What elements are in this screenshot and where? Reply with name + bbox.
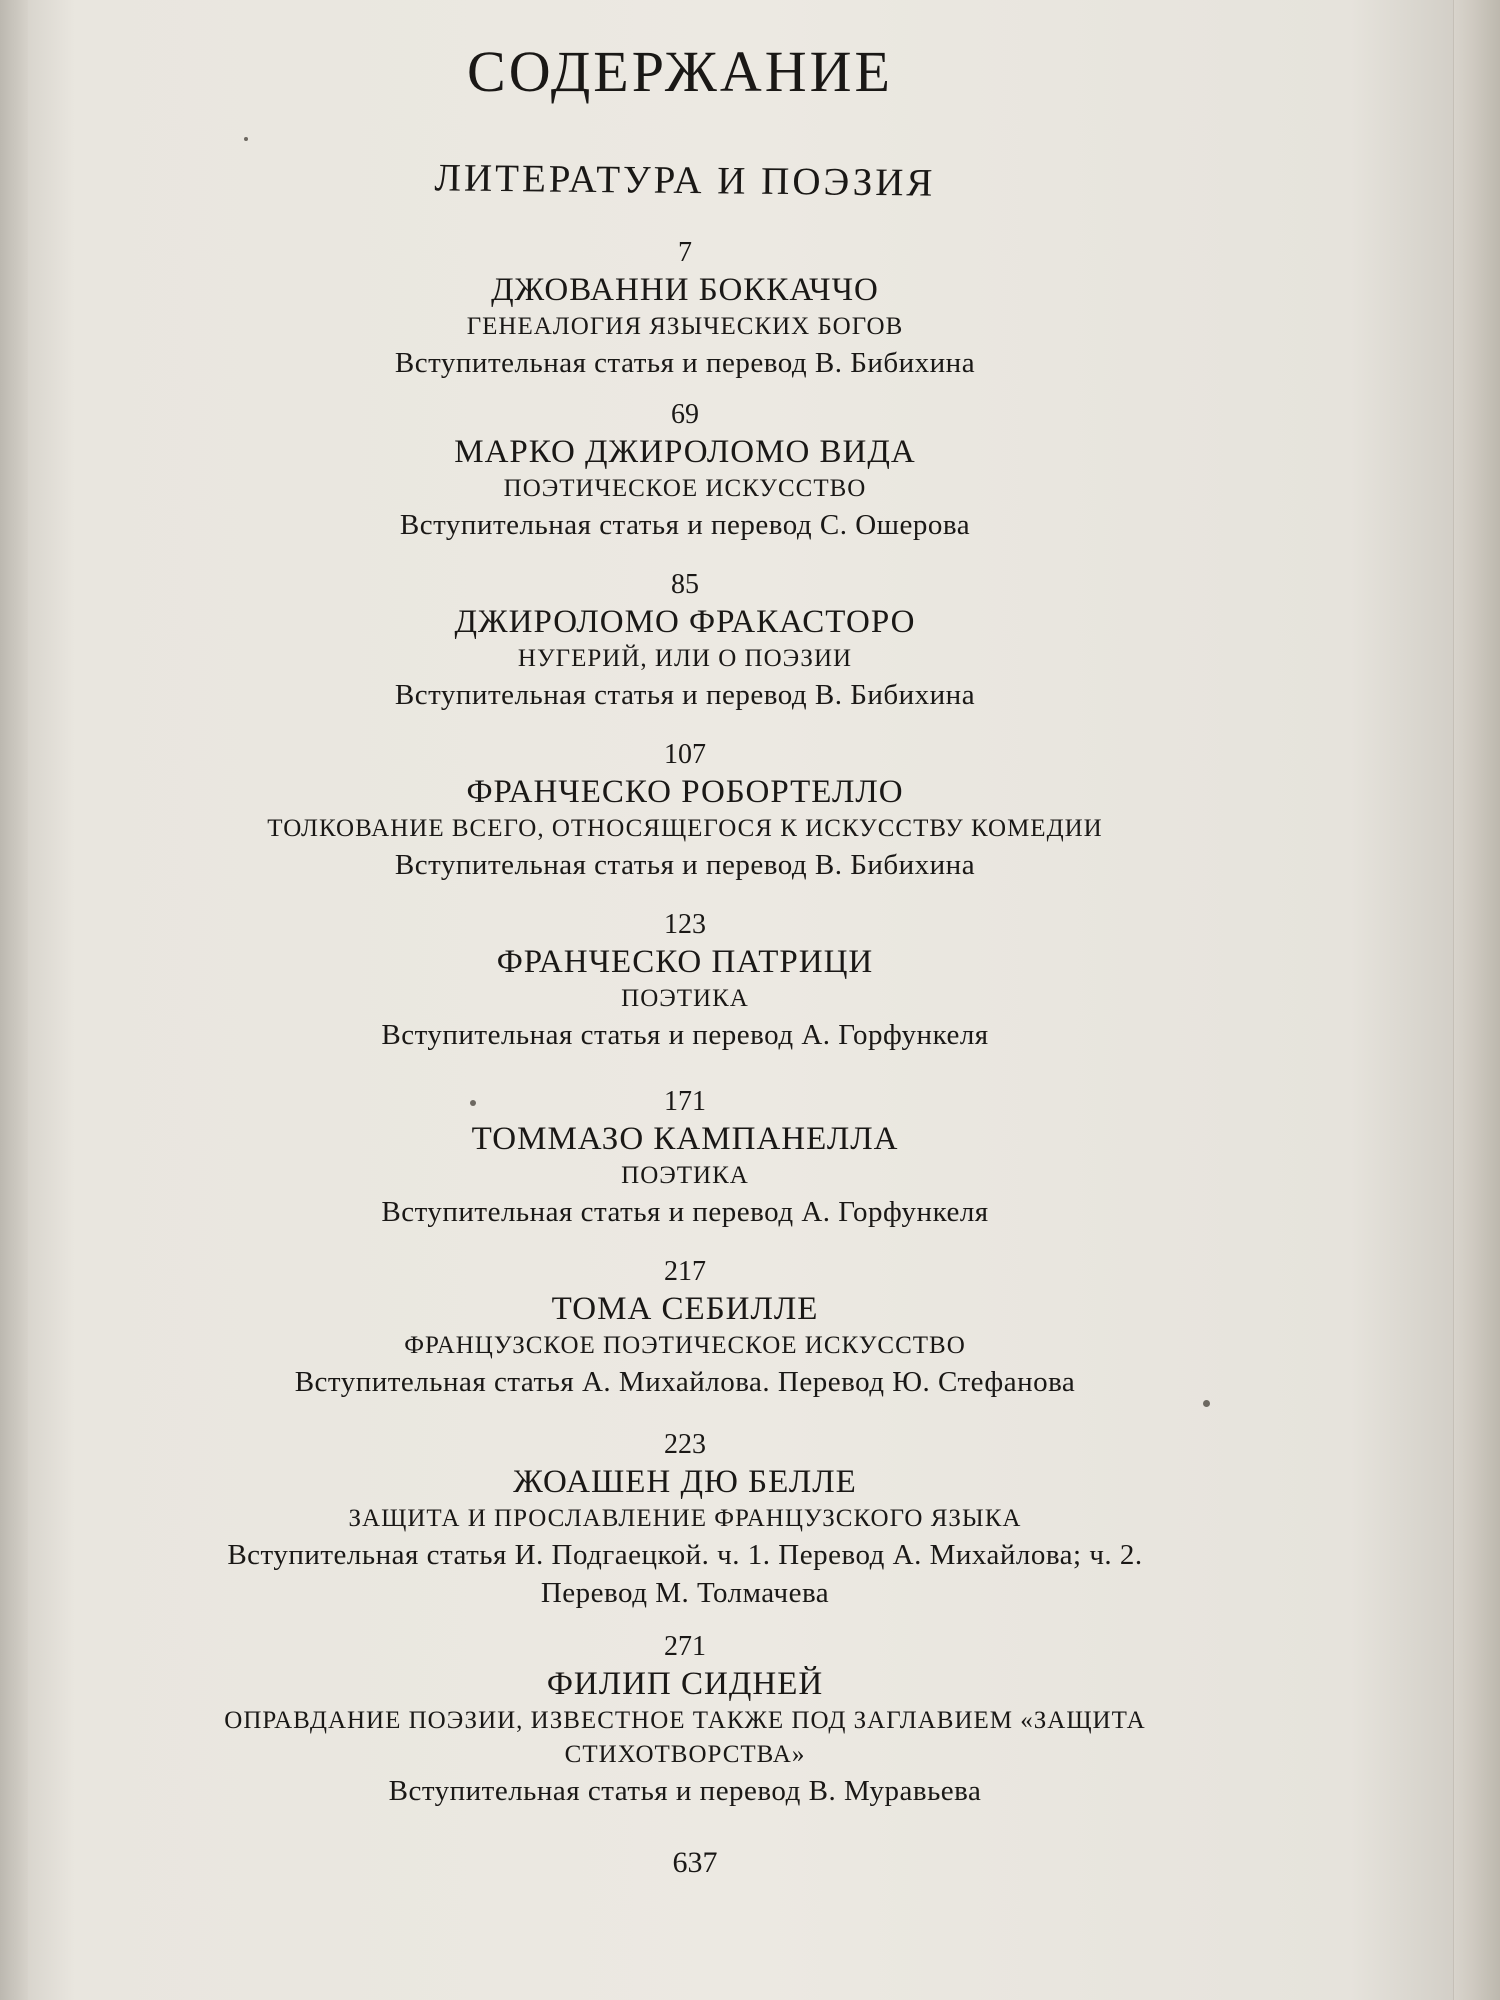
entry-author: ДЖИРОЛОМО ФРАКАСТОРО: [454, 604, 916, 640]
entry-work-title: НУГЕРИЙ, ИЛИ О ПОЭЗИИ: [517, 645, 853, 672]
entry-page-number: 69: [671, 399, 699, 430]
entry-credit: Вступительная статья А. Михайлова. Перевод Ю. Стефанова: [294, 1366, 1076, 1398]
section-title: ЛИТЕРАТУРА И ПОЭЗИЯ: [434, 156, 936, 205]
entry-author: ФРАНЧЕСКО РОБОРТЕЛЛО: [466, 774, 904, 810]
entry-credit-continued: Перевод М. Толмачева: [540, 1577, 830, 1609]
entry-credit: Вступительная статья и перевод В. Муравьева: [388, 1775, 982, 1807]
entry-credit: Вступительная статья И. Подгаецкой. ч. 1. Перевод А. Михайлова; ч. 2.: [227, 1539, 1143, 1571]
entry-author: ТОММАЗО КАМПАНЕЛЛА: [471, 1121, 899, 1157]
entry-credit: Вступительная статья и перевод В. Бибихина: [394, 679, 976, 711]
toc-entry: [0, 568, 1370, 714]
page-folio-number: 637: [672, 1846, 718, 1879]
toc-entry: [0, 1630, 1370, 1810]
page-title: СОДЕРЖАНИЕ: [467, 39, 893, 104]
toc-entry: [0, 1428, 1370, 1612]
entry-credit: Вступительная статья и перевод В. Бибихина: [394, 347, 976, 379]
entry-work-title: ФРАНЦУЗСКОЕ ПОЭТИЧЕСКОЕ ИСКУССТВО: [404, 1332, 966, 1359]
entry-work-title: ТОЛКОВАНИЕ ВСЕГО, ОТНОСЯЩЕГОСЯ К ИСКУССТВУ КОМЕДИИ: [267, 815, 1103, 842]
paper-speck: [244, 137, 248, 141]
toc-entry: [0, 1255, 1370, 1401]
entry-author: МАРКО ДЖИРОЛОМО ВИДА: [454, 434, 916, 470]
entry-credit: Вступительная статья и перевод В. Бибихина: [394, 849, 976, 881]
entry-author: ФИЛИП СИДНЕЙ: [546, 1666, 824, 1702]
entry-page-number: 223: [664, 1429, 706, 1460]
entry-page-number: 7: [678, 237, 692, 268]
entry-work-title: ОПРАВДАНИЕ ПОЭЗИИ, ИЗВЕСТНОЕ ТАКЖЕ ПОД ЗАГЛАВИЕМ «ЗАЩИТА: [224, 1707, 1146, 1734]
entry-page-number: 171: [664, 1086, 706, 1117]
entry-work-title: ГЕНЕАЛОГИЯ ЯЗЫЧЕСКИХ БОГОВ: [466, 313, 904, 340]
entry-work-title: ПОЭТИКА: [621, 985, 749, 1012]
entry-work-title: ПОЭТИКА: [621, 1162, 749, 1189]
entry-page-number: 217: [664, 1256, 706, 1287]
toc-entry: [0, 738, 1370, 884]
toc-entry: [0, 236, 1370, 382]
entry-credit: Вступительная статья и перевод А. Горфункеля: [381, 1196, 989, 1228]
entry-author: ЖОАШЕН ДЮ БЕЛЛЕ: [513, 1464, 857, 1500]
toc-entry: [0, 908, 1370, 1054]
toc-entry: [0, 398, 1370, 544]
paper-speck: [470, 1100, 476, 1106]
entry-page-number: 107: [664, 739, 706, 770]
page-edge: [1453, 0, 1500, 2000]
entry-page-number: 123: [664, 909, 706, 940]
entry-page-number: 85: [671, 569, 699, 600]
entry-author: ФРАНЧЕСКО ПАТРИЦИ: [496, 944, 874, 980]
entry-credit: Вступительная статья и перевод А. Горфункеля: [381, 1019, 989, 1051]
entry-author: ТОМА СЕБИЛЛЕ: [551, 1291, 819, 1327]
paper-speck: [1203, 1400, 1210, 1407]
entry-credit: Вступительная статья и перевод С. Ошерова: [399, 509, 971, 541]
entry-page-number: 271: [664, 1631, 706, 1662]
entry-work-title: ЗАЩИТА И ПРОСЛАВЛЕНИЕ ФРАНЦУЗСКОГО ЯЗЫКА: [348, 1505, 1022, 1532]
entry-work-title-continued: СТИХОТВОРСТВА»: [564, 1741, 806, 1768]
entry-work-title: ПОЭТИЧЕСКОЕ ИСКУССТВО: [503, 475, 867, 502]
toc-entry: [0, 1085, 1370, 1231]
entry-author: ДЖОВАННИ БОККАЧЧО: [491, 272, 879, 308]
